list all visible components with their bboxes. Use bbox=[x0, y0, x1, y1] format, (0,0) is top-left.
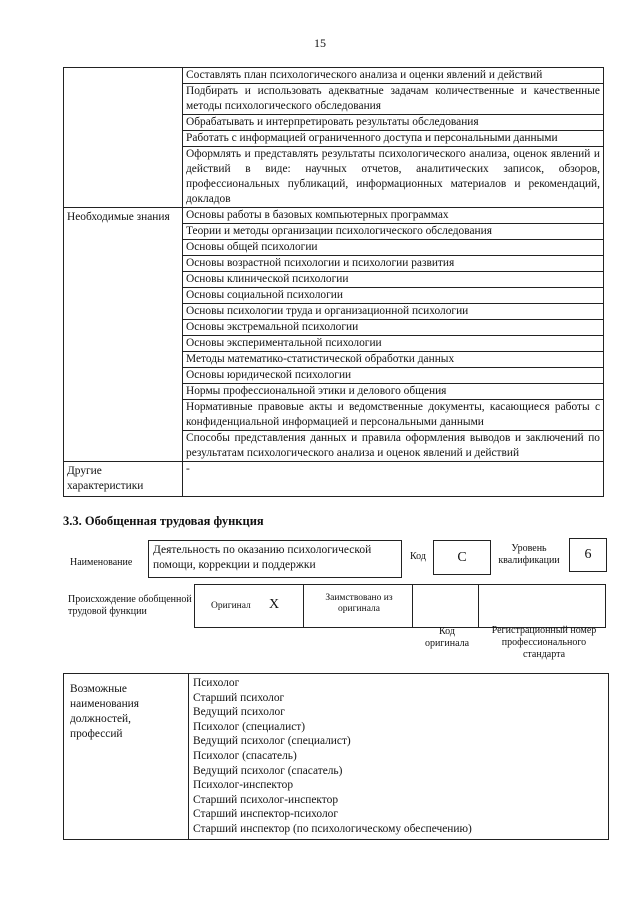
table-cell: Составлять план психологического анализа и оценки явлений и действий bbox=[183, 68, 604, 84]
original-label: Оригинал bbox=[211, 601, 251, 611]
list-item: Старший инспектор (по психологическому обеспечению) bbox=[193, 822, 472, 835]
table-cell: Работать с информацией ограниченного доступа и персональными данными bbox=[183, 131, 604, 147]
table-cell: - bbox=[183, 462, 604, 497]
table-cell: Обрабатывать и интерпретировать результаты обследования bbox=[183, 115, 604, 131]
reg-number-label: Регистрационный номер профессионального стандарта bbox=[491, 625, 597, 660]
row-label bbox=[64, 68, 183, 208]
original-mark: X bbox=[269, 597, 280, 612]
origin-label: Происхождение обобщенной трудовой функции bbox=[68, 594, 192, 617]
skills-table bbox=[63, 67, 604, 497]
origin-box bbox=[194, 584, 606, 628]
list-item: Психолог (спасатель) bbox=[193, 749, 297, 762]
section-title: 3.3. Обобщенная трудовая функция bbox=[63, 514, 264, 528]
name-label: Наименование bbox=[70, 557, 133, 568]
table-cell: Оформлять и представлять результаты психологического анализа, оценок явлений и действий в виде: научных отчетов, аналитических записок, обзоров, профессиональных публикаций, информационных материалов и рекомендаций, докладов bbox=[183, 147, 604, 208]
positions-table bbox=[63, 673, 609, 840]
table-cell: Основы работы в базовых компьютерных программах bbox=[183, 208, 604, 224]
row-label: Необходимые знания bbox=[64, 208, 183, 462]
table-row bbox=[64, 208, 604, 224]
table-cell: Нормативные правовые акты и ведомственные документы, касающиеся работы с конфиденциальной информацией и персональными данными bbox=[183, 400, 604, 431]
level-value: 6 bbox=[569, 538, 607, 572]
function-name-value: Деятельность по оказанию психологической помощи, коррекции и поддержки bbox=[148, 540, 402, 578]
table-cell: Основы возрастной психологии и психологии развития bbox=[183, 256, 604, 272]
list-item: Ведущий психолог bbox=[193, 706, 285, 719]
table-cell: Теории и методы организации психологического обследования bbox=[183, 224, 604, 240]
list-item: Ведущий психолог (спасатель) bbox=[193, 764, 343, 777]
table-row bbox=[64, 68, 604, 84]
list-item: Психолог bbox=[193, 677, 240, 689]
table-cell: Основы экспериментальной психологии bbox=[183, 336, 604, 352]
table-cell: Основы социальной психологии bbox=[183, 288, 604, 304]
table-row bbox=[64, 462, 604, 497]
code-original-label: Код оригинала bbox=[424, 626, 470, 649]
code-label: Код bbox=[410, 551, 426, 562]
table-cell: Основы клинической психологии bbox=[183, 272, 604, 288]
list-item: Психолог (специалист) bbox=[193, 720, 306, 733]
positions-list bbox=[189, 674, 609, 840]
positions-label: Возможные наименования должностей, профессий bbox=[64, 674, 189, 840]
borrowed-label: Заимствовано из оригинала bbox=[325, 593, 393, 614]
table-cell: Основы общей психологии bbox=[183, 240, 604, 256]
table-cell: Способы представления данных и правила оформления выводов и заключений по результатам психологического анализа и оценок явлений и действий bbox=[183, 431, 604, 462]
level-label: Уровень квалификации bbox=[498, 543, 560, 566]
list-item: Старший психолог bbox=[193, 691, 285, 704]
table-cell: Подбирать и использовать адекватные задачам количественные и качественные методы психологического обследования bbox=[183, 84, 604, 115]
code-value: C bbox=[433, 540, 491, 575]
list-item: Старший инспектор-психолог bbox=[193, 808, 339, 821]
table-cell: Методы математико-статистической обработки данных bbox=[183, 352, 604, 368]
table-cell: Основы психологии труда и организационной психологии bbox=[183, 304, 604, 320]
row-label: Другие характеристики bbox=[64, 462, 183, 497]
table-cell: Основы юридической психологии bbox=[183, 368, 604, 384]
table-cell: Основы экстремальной психологии bbox=[183, 320, 604, 336]
list-item: Ведущий психолог (специалист) bbox=[193, 735, 351, 748]
list-item: Старший психолог-инспектор bbox=[193, 793, 339, 806]
table-cell: Нормы профессиональной этики и делового общения bbox=[183, 384, 604, 400]
list-item: Психолог-инспектор bbox=[193, 779, 294, 792]
page-number: 15 bbox=[314, 36, 326, 50]
